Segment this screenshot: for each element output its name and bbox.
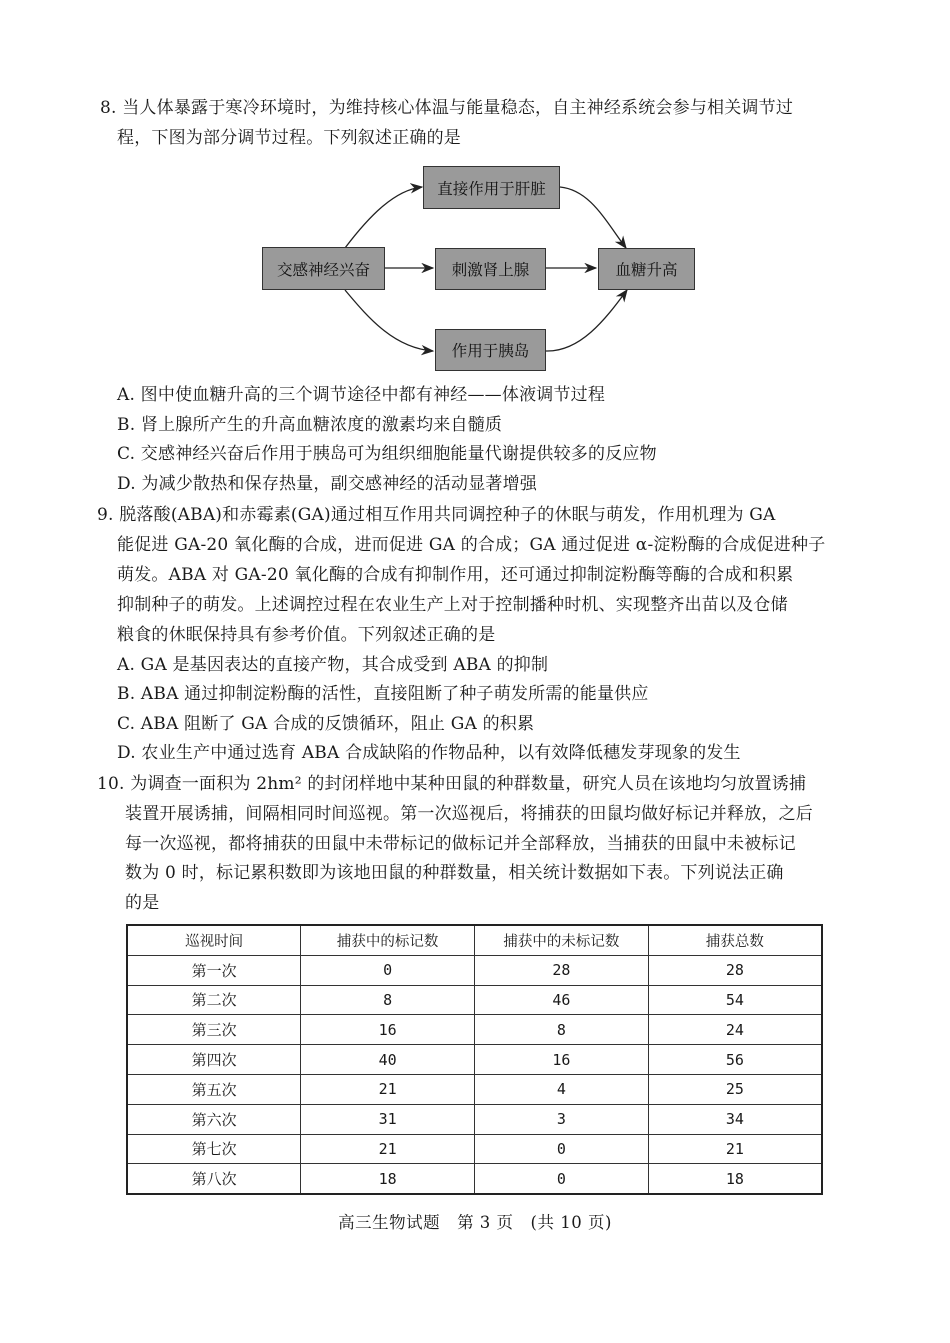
cell-patrol: 第一次 <box>127 955 301 985</box>
table-row <box>127 1164 822 1194</box>
q10-stem-line-1: 10. 为调查一面积为 2hm² 的封闭样地中某种田鼠的种群数量，研究人员在该地均匀放置诱捕 <box>97 774 807 794</box>
table-row <box>127 1015 822 1045</box>
cell-marked: 21 <box>301 1074 475 1104</box>
cell-unmarked: 0 <box>475 1134 649 1164</box>
box-sympathetic-excitation: 交感神经兴奋 <box>262 247 385 290</box>
q8-option-a[interactable]: A. 图中使血糖升高的三个调节途径中都有神经——体液调节过程 <box>117 385 606 405</box>
header-patrol-time: 巡视时间 <box>127 925 301 955</box>
q10-stem-line-3: 每一次巡视，都将捕获的田鼠中未带标记的做标记并全部释放，当捕获的田鼠中未被标记 <box>125 834 796 854</box>
cell-marked: 18 <box>301 1164 475 1194</box>
cell-total: 21 <box>648 1134 822 1164</box>
q8-stem-line-2: 程，下图为部分调节过程。下列叙述正确的是 <box>117 128 461 148</box>
table-row <box>127 1045 822 1075</box>
cell-marked: 8 <box>301 985 475 1015</box>
q9-option-a[interactable]: A. GA 是基因表达的直接产物，其合成受到 ABA 的抑制 <box>117 655 549 675</box>
cell-patrol: 第六次 <box>127 1104 301 1134</box>
cell-patrol: 第三次 <box>127 1015 301 1045</box>
q10-stem-line-2: 装置开展诱捕，间隔相同时间巡视。第一次巡视后，将捕获的田鼠均做好标记并释放，之后 <box>125 804 813 824</box>
cell-marked: 16 <box>301 1015 475 1045</box>
cell-marked: 0 <box>301 955 475 985</box>
header-unmarked-count: 捕获中的未标记数 <box>475 925 649 955</box>
cell-total: 18 <box>648 1164 822 1194</box>
q9-stem-line-3: 萌发。ABA 对 GA-20 氧化酶的合成有抑制作用，还可通过抑制淀粉酶等酶的合成和积累 <box>117 565 794 585</box>
q9-option-b[interactable]: B. ABA 通过抑制淀粉酶的活性，直接阻断了种子萌发所需的能量供应 <box>117 684 649 704</box>
q8-stem-line-1: 8. 当人体暴露于寒冷环境时，为维持核心体温与能量稳态，自主神经系统会参与相关调节过 <box>100 98 794 118</box>
cell-marked: 31 <box>301 1104 475 1134</box>
q8-option-c[interactable]: C. 交感神经兴奋后作用于胰岛可为组织细胞能量代谢提供较多的反应物 <box>117 444 657 464</box>
box-blood-glucose-rise: 血糖升高 <box>598 248 695 290</box>
table-row <box>127 1104 822 1134</box>
cell-total: 25 <box>648 1074 822 1104</box>
cell-unmarked: 8 <box>475 1015 649 1045</box>
cell-patrol: 第七次 <box>127 1134 301 1164</box>
cell-unmarked: 16 <box>475 1045 649 1075</box>
cell-marked: 21 <box>301 1134 475 1164</box>
table-header-row <box>127 925 822 955</box>
cell-unmarked: 4 <box>475 1074 649 1104</box>
q9-option-c[interactable]: C. ABA 阻断了 GA 合成的反馈循环，阻止 GA 的积累 <box>117 714 535 734</box>
cell-patrol: 第二次 <box>127 985 301 1015</box>
cell-total: 54 <box>648 985 822 1015</box>
cell-unmarked: 46 <box>475 985 649 1015</box>
table-row <box>127 1134 822 1164</box>
cell-marked: 40 <box>301 1045 475 1075</box>
cell-total: 34 <box>648 1104 822 1134</box>
q10-stem-line-4: 数为 0 时，标记累积数即为该地田鼠的种群数量，相关统计数据如下表。下列说法正确 <box>125 863 784 883</box>
patrol-capture-table <box>126 924 823 1195</box>
cell-unmarked: 0 <box>475 1164 649 1194</box>
regulation-flow-diagram <box>230 160 730 370</box>
q9-stem-line-2: 能促进 GA-20 氧化酶的合成，进而促进 GA 的合成；GA 通过促进 α-淀粉酶的合成促进种子 <box>117 535 826 555</box>
cell-total: 28 <box>648 955 822 985</box>
cell-unmarked: 3 <box>475 1104 649 1134</box>
q9-stem-line-1: 9. 脱落酸(ABA)和赤霉素(GA)通过相互作用共同调控种子的休眠与萌发，作用机理为 GA <box>97 505 776 525</box>
q9-stem-line-5: 粮食的休眠保持具有参考价值。下列叙述正确的是 <box>117 625 496 645</box>
q9-stem-line-4: 抑制种子的萌发。上述调控过程在农业生产上对于控制播种时机、实现整齐出苗以及仓储 <box>117 595 788 615</box>
q8-option-b[interactable]: B. 肾上腺所产生的升高血糖浓度的激素均来自髓质 <box>117 415 503 435</box>
box-stimulate-adrenal: 刺激肾上腺 <box>435 248 546 290</box>
cell-total: 56 <box>648 1045 822 1075</box>
header-marked-count: 捕获中的标记数 <box>301 925 475 955</box>
header-total-count: 捕获总数 <box>648 925 822 955</box>
cell-patrol: 第八次 <box>127 1164 301 1194</box>
table-row <box>127 955 822 985</box>
box-act-on-liver: 直接作用于肝脏 <box>423 166 560 209</box>
cell-unmarked: 28 <box>475 955 649 985</box>
box-act-on-pancreatic-islet: 作用于胰岛 <box>435 329 546 371</box>
q9-option-d[interactable]: D. 农业生产中通过选育 ABA 合成缺陷的作物品种，以有效降低穗发芽现象的发生 <box>117 743 741 763</box>
table-row <box>127 1074 822 1104</box>
q8-option-d[interactable]: D. 为减少散热和保存热量，副交感神经的活动显著增强 <box>117 474 538 494</box>
table-row <box>127 985 822 1015</box>
q10-stem-line-5: 的是 <box>125 893 160 913</box>
cell-patrol: 第四次 <box>127 1045 301 1075</box>
cell-total: 24 <box>648 1015 822 1045</box>
cell-patrol: 第五次 <box>127 1074 301 1104</box>
page-footer: 高三生物试题 第 3 页 (共 10 页) <box>338 1213 612 1232</box>
